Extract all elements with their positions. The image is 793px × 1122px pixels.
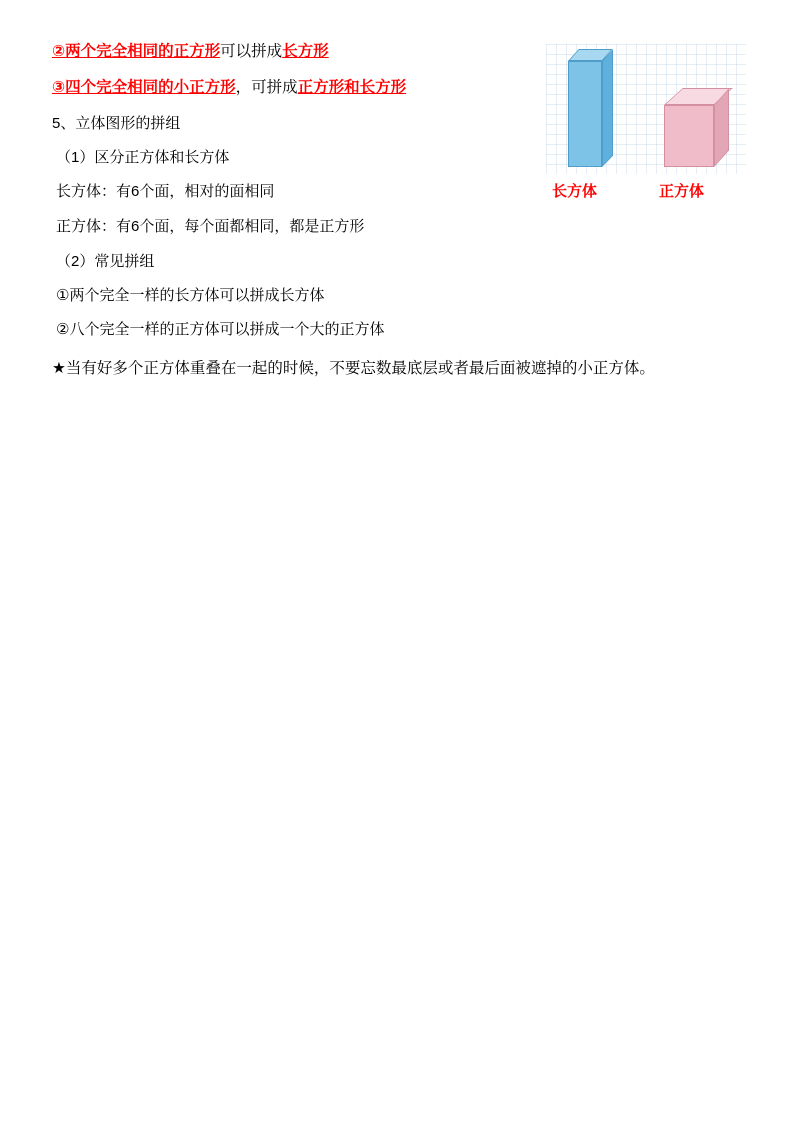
cube-front-face xyxy=(664,105,714,167)
line2-number: ② xyxy=(52,43,66,60)
line2-highlight-1: 两个完全相同的正方形 xyxy=(65,43,221,60)
line3-middle: ，可拼成 xyxy=(235,78,298,96)
line3-highlight-2: 正方形和长方形 xyxy=(297,78,407,96)
caption-cuboid: 长方体 xyxy=(552,183,598,200)
line3-highlight-1: 四个完全相同的小正方形 xyxy=(65,78,236,96)
text-cuboid-definition: 长方体：有6个面，相对的面相同 xyxy=(56,183,275,200)
text-note-star: ★当有好多个正方体重叠在一起的时候，不要忘数最底层或者最后面被遮掉的小正方体。 xyxy=(52,360,655,377)
cube-illustration xyxy=(664,88,736,168)
text-combination-item-1: ①两个完全一样的长方体可以拼成长方体 xyxy=(56,287,325,304)
subheading-2: （2）常见拼组 xyxy=(56,253,155,270)
text-cube-definition: 正方体：有6个面，每个面都相同，都是正方形 xyxy=(56,218,365,235)
text-combination-item-2: ②八个完全一样的正方体可以拼成一个大的正方体 xyxy=(56,321,385,338)
caption-cube: 正方体 xyxy=(659,183,705,200)
line2-highlight-2: 长方形 xyxy=(282,43,329,60)
line3-number: ③ xyxy=(52,78,66,96)
line2-middle: 可以拼成 xyxy=(220,43,283,60)
heading-section-5: 5、立体图形的拼组 xyxy=(52,115,181,132)
subheading-1: （1）区分正方体和长方体 xyxy=(56,149,230,166)
figure-solids xyxy=(546,44,746,214)
cuboid-side-face xyxy=(602,50,613,167)
cuboid-illustration xyxy=(568,49,624,167)
cuboid-front-face xyxy=(568,61,602,167)
